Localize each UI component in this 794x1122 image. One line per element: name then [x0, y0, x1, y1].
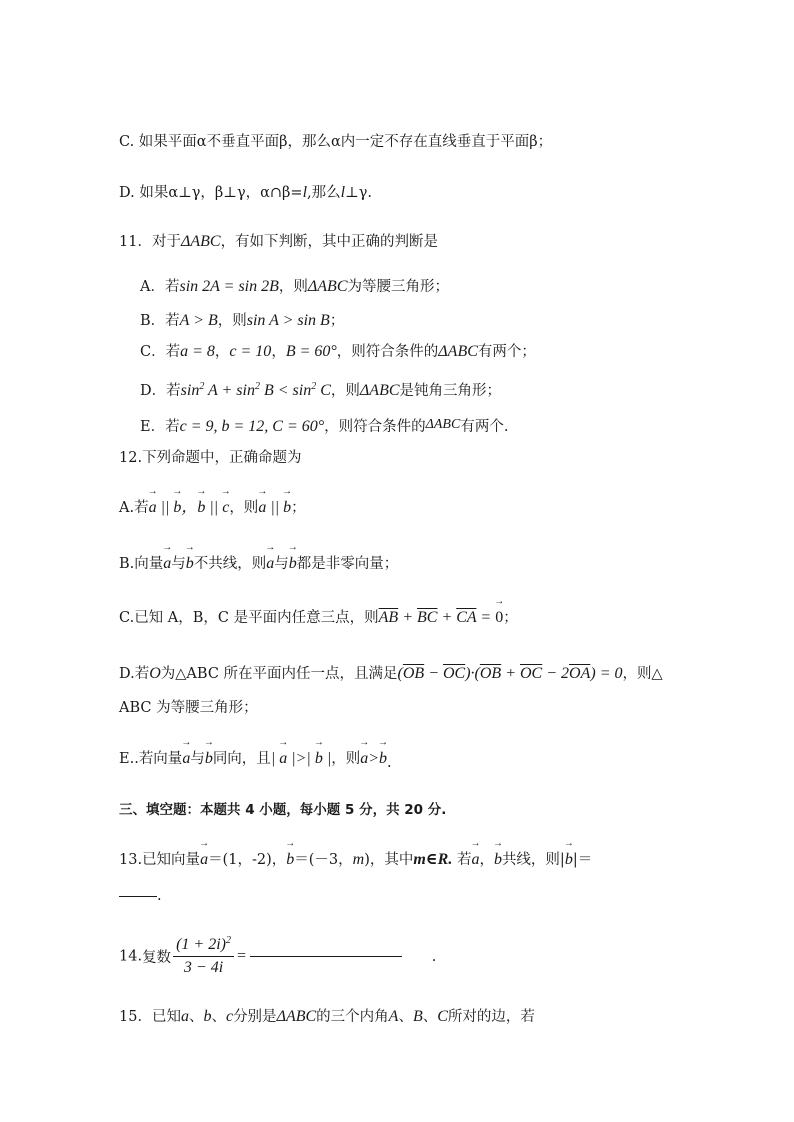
option-label: C. — [119, 134, 135, 150]
option-text: 有两个. — [460, 419, 509, 435]
option-text: ⊥γ. — [345, 185, 373, 201]
option-text: 已知 A，B，C 是平面内任意三点，则 — [134, 610, 379, 626]
stem-text: 复数 — [142, 950, 172, 966]
complex-fraction — [173, 935, 234, 978]
q12-option-d-cont — [119, 697, 258, 719]
math-triangle: ΔABC — [438, 343, 478, 360]
stem-text: 、 — [398, 1009, 413, 1025]
option-text: 若 — [134, 500, 149, 516]
stem-text: ， — [479, 852, 494, 868]
option-text: ，则符合条件的 — [336, 344, 439, 360]
q12-option-b — [119, 553, 398, 575]
stem-text: ＝(－3， — [294, 852, 353, 868]
option-text: 同向，且 — [212, 751, 271, 767]
option-text: ,那么 — [307, 185, 341, 201]
stem-text: ＝(1，-2)， — [208, 852, 287, 868]
math-expr: c = 9, b = 12, C = 60° — [179, 418, 325, 435]
option-text: 不共线，则 — [193, 556, 267, 572]
option-text: 若 — [164, 279, 180, 295]
math-expr: B = 60° — [285, 343, 337, 360]
stem-text: 对于 — [151, 234, 181, 250]
option-text: 向量 — [134, 556, 164, 572]
vector-b: → b — [289, 553, 297, 575]
option-text: 与 — [171, 556, 186, 572]
math-expr: c = 10 — [229, 343, 272, 360]
option-text: 都是非零向量； — [296, 556, 399, 572]
stem-text: . — [431, 948, 437, 965]
stem-text: 分别是 — [233, 1009, 277, 1025]
option-text: ABC 为等腰三角形； — [119, 700, 258, 716]
q14-stem — [119, 935, 436, 978]
math-parallel-vectors: → a || → b，→ b || → c — [149, 499, 230, 516]
q11-stem — [119, 231, 438, 253]
option-text: 与 — [190, 751, 205, 767]
math-b: b — [203, 1008, 212, 1025]
fraction-denominator: 3 − 4i — [183, 959, 224, 976]
answer-blank[interactable] — [119, 896, 157, 897]
option-label: B． — [140, 313, 166, 329]
option-text: ，则 — [331, 751, 361, 767]
stem-text: )，其中 — [364, 852, 414, 868]
option-text: 若 — [134, 666, 150, 682]
q12-option-e: E..若向量→ a与→ b同向，且| → a |>| → b |，则→ a>→ b. — [119, 748, 392, 774]
math-point-o: O — [149, 665, 161, 682]
stem-text: 已知 — [151, 1009, 181, 1025]
stem-text: 、 — [422, 1009, 438, 1025]
math-B: B — [412, 1008, 423, 1025]
section-title: 三、填空题：本题共 4 小题，每小题 5 分，共 20 分. — [119, 802, 447, 818]
q11-option-a — [140, 276, 449, 298]
math-triangle: ΔABC — [276, 1008, 317, 1025]
q11-option-b — [140, 310, 344, 332]
option-text: 若 — [165, 344, 181, 360]
option-label: D. — [119, 185, 135, 201]
option-text: 为等腰三角形； — [347, 279, 449, 295]
option-text: 是钝角三角形； — [399, 383, 502, 399]
question-number: 12. — [119, 450, 143, 466]
option-label: A． — [140, 279, 165, 295]
option-text: ，则 — [278, 279, 308, 295]
q13-answer-blank[interactable] — [119, 885, 162, 907]
stem-text: 、 — [211, 1009, 226, 1025]
option-text: ，则符合条件的 — [324, 419, 426, 435]
stem-text: 的三个内角 — [316, 1009, 389, 1025]
math-dot-product-condition: $(\overline{OB} - \overline{OC})\cdot(\overline{OB} + \overline{OC} - 2\overline{OA}) = 0$ — [397, 665, 623, 682]
stem-text: 共线，则| — [501, 852, 565, 868]
math-magnitude-compare: | → a |>| → b | — [271, 750, 331, 767]
option-text: 如果平面α不垂直平面β，那么α内一定不存在直线垂直于平面β； — [138, 134, 553, 150]
q12-option-d — [119, 663, 663, 685]
vector-a: → a — [200, 849, 208, 871]
math-m-in-r: m∈R. — [413, 851, 453, 868]
question-number: 15． — [119, 1009, 152, 1025]
stem-text: . — [157, 888, 162, 904]
math-a: a — [180, 1008, 189, 1025]
math-expr: sin 2A = sin 2B — [179, 278, 279, 295]
vector-a: → a — [163, 553, 171, 575]
answer-blank[interactable] — [250, 956, 402, 957]
math-conclusion: → a || → b — [258, 499, 291, 516]
q11-option-d — [140, 380, 501, 402]
option-label: A. — [119, 500, 135, 516]
stem-text: 、 — [188, 1009, 204, 1025]
q10-option-d — [119, 182, 372, 204]
math-l: l — [340, 184, 346, 201]
option-label: E.. — [119, 751, 139, 767]
option-text: 有两个； — [477, 344, 536, 360]
vector-b: → b — [286, 849, 294, 871]
option-label: B. — [119, 556, 135, 572]
vector-a: → a — [182, 748, 190, 770]
vector-b: → b — [494, 849, 502, 871]
vector-a: → a — [471, 849, 479, 871]
option-label: E． — [140, 419, 166, 435]
option-text: 如果α⊥γ，β⊥γ，α∩β= — [139, 185, 303, 201]
math-expr: sin A > sin B — [246, 312, 330, 329]
q12-option-a: A.若→ a || → b，→ b || → c，则→ a || → b； — [119, 497, 306, 519]
option-text: 若 — [165, 419, 180, 435]
math-c: c — [225, 1008, 234, 1025]
option-text: ，则 — [330, 383, 360, 399]
q12-stem — [119, 447, 302, 469]
math-l: l — [302, 184, 308, 201]
option-text: 若 — [165, 313, 180, 329]
option-label: C． — [140, 344, 166, 360]
fraction-numerator: $(1 + 2i)^2$ — [173, 935, 234, 957]
stem-text: |＝ — [572, 852, 593, 868]
stem-text: 若 — [456, 852, 472, 868]
q12-option-c: C.已知 A，B，C 是平面内任意三点，则$\overline{AB} + \overline{BC} + \overline{CA}$ = → 0； — [119, 607, 518, 629]
question-number: 13. — [119, 852, 143, 868]
option-text: ，则 — [217, 313, 247, 329]
option-text: ； — [329, 313, 345, 329]
math-C: C — [437, 1008, 448, 1025]
option-label: C. — [119, 610, 135, 626]
math-sin-squared-inequality: $\sin^2 A + \sin^2 B < \sin^2 C$ — [180, 381, 331, 399]
option-text: 与 — [274, 556, 289, 572]
stem-text: 所对的边，若 — [447, 1009, 535, 1025]
vector-b: → b — [186, 553, 194, 575]
math-vector-compare: → a>→ b — [360, 750, 387, 767]
vector-b: → b — [565, 849, 573, 871]
q11-option-c: C．若a = 8，c = 10，B = 60°，则符合条件的ΔABC有两个； — [140, 343, 536, 360]
option-label: D． — [140, 383, 167, 399]
vector-b: → b — [205, 748, 213, 770]
option-text: ，则△ — [622, 666, 663, 682]
q13-stem — [119, 849, 592, 871]
q15-stem — [119, 1006, 535, 1028]
stem-text: 下列命题中，正确命题为 — [142, 450, 302, 466]
q11-option-e — [140, 414, 508, 438]
math-m: m — [352, 851, 365, 868]
question-number: 14. — [119, 948, 143, 965]
math-triangle: ΔABC — [359, 382, 400, 399]
math-expr: a = 8 — [180, 343, 215, 360]
vector-a: → a — [266, 553, 274, 575]
option-label: D. — [119, 666, 135, 682]
option-text: 若向量 — [138, 751, 183, 767]
math-triangle: ΔABC — [180, 233, 221, 250]
option-text: 若 — [166, 383, 181, 399]
q10-option-c — [119, 131, 552, 153]
math-triangle: ΔABC — [307, 278, 348, 295]
question-number: 11． — [119, 234, 152, 250]
stem-text: ，有如下判断，其中正确的判断是 — [220, 234, 439, 250]
option-text: 为△ABC 所在平面内任一点，且满足 — [160, 666, 398, 682]
math-A: A — [388, 1008, 399, 1025]
math-vector-sum: $\overline{AB} + \overline{BC} + \overline{CA}$ = → 0 — [379, 609, 504, 626]
math-equals: = — [235, 947, 247, 965]
math-triangle: ΔABC — [425, 417, 461, 432]
stem-text: 已知向量 — [142, 852, 201, 868]
math-expr: A > B — [179, 312, 218, 329]
